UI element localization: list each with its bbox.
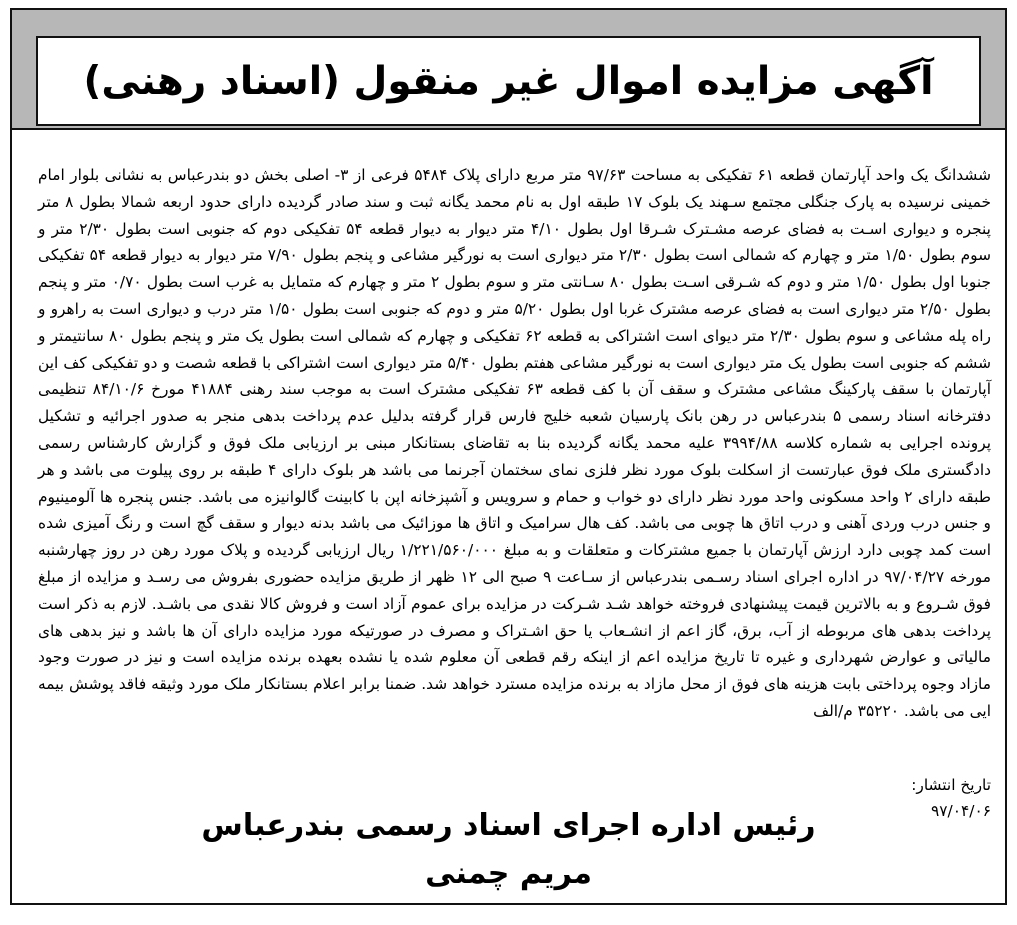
signature-title: رئیس اداره اجرای اسناد رسمی بندرعباس [201, 808, 816, 843]
header-divider [12, 128, 1005, 130]
header-band [12, 10, 1005, 128]
publish-date-value: ۹۷/۰۴/۰۶ [931, 802, 991, 820]
notice-body-paragraph: ششدانگ یک واحد آپارتمان قطعه ۶۱ تفکیکی به مساحت ۹۷/۶۳ متر مربع دارای پلاک ۵۴۸۴ فرعی از ۳- اصلی بخش دو بندرعباس به نشانی بلوار امام خمینی نرسیده به پارک جنگلی مجتمع سـهند یک بلوک ۱۷ طبقه اول به نام محمد یگانه ثبت و سند صادر گردیده دارای حدود اربعه شمالا بطول ۸ متر پنجره و دیواری اسـت به فضای عرصه مشـترک شـرقا اول بطول ۴/۱۰ متر دیوار به دیوار قطعه ۵۴ تفکیکی دوم که جنوبی است بطول ۲/۳۰ متر و سوم بطول ۱/۵۰ متر و چهارم که شمالی است بطول ۲/۳۰ متر دیواری است به نورگیر مشاعی و پنجم بطول ۷/۹۰ متر دیوار به دیوار قطعه ۵۴ تفکیکی جنوبا اول بطول ۱/۵۰ متر و دوم که شـرقی اسـت بطول ۸۰ سـانتی متر و سوم بطول ۲ متر و چهارم که متمایل به غرب است بطول ۰/۷۰ متر و پنجم بطول ۲/۵۰ متر دیواری است به فضای عرصه مشترک غربا اول بطول ۵/۲۰ متر و دوم که جنوبی است بطول ۱/۵۰ متر درب و دیواری است به راهرو و راه پله مشاعی و سوم بطول ۲/۳۰ متر دیوای است اشتراکی به قطعه ۶۲ تفکیکی و چهارم که شمالی است بطول یک متر و پنجم بطول ۸۰ سانتیمتر و ششم که جنوبی است بطول یک متر دیواری است به نورگیر مشاعی هفتم بطول ۵/۴۰ متر دیواری است اشتراکی با قطعه شصت و دو تفکیکی کف این آپارتمان با سقف پارکینگ مشاعی مشترک و سقف آن با کف قطعه ۶۳ تفکیکی مشترک است به موجب سند رهنی ۴۱۸۸۴ مورخ ۸۴/۱۰/۶ تنظیمی دفترخانه اسناد رسمی ۵ بندرعباس در رهن بانک پارسیان شعبه خلیج فارس قرار گرفته بدلیل عدم پرداخت بدهی منجر به صدور اجرائیه و تشکیل پرونده اجرایی به شماره کلاسه ۳۹۹۴/۸۸ علیه محمد یگانه گردیده بنا به تقاضای بستانکار مبنی بر ارزیابی ملک فوق و گزارش کارشناس رسمی دادگستری ملک فوق عبارتست از اسکلت بلوک مورد نظر فلزی نمای سختمان آجرنما می باشد هر بلوک دارای ۴ طبقه بر روی پیلوت می باشد و هر طبقه دارای ۲ واحد مسکونی واحد مورد نظر دارای دو خواب و حمام و سرویس و آشپزخانه اپن با کابینت گالوانیزه می باشد. جنس پنجره ها آلومینیوم و جنس درب وردی آهنی و درب اتاق ها چوبی می باشد. کف هال سرامیک و اتاق ها موزائیک می باشد بدنه دیوار و سقف گچ است و رنگ آمیزی شده است کمد چوبی دارد ارزش آپارتمان با جمیع مشترکات و متعلقات و به مبلغ ۱/۲۲۱/۵۶۰/۰۰۰ ریال ارزیابی گردیده و پلاک مورد رهن در روز چهارشنبه مورخه ۹۷/۰۴/۲۷ در اداره اجرای اسناد رسـمی بندرعباس از سـاعت ۹ صبح الی ۱۲ ظهر از طریق مزایده حضوری بفروش می رسـد و مزایده از مبلغ فوق شـروع و به بالاترین قیمت پیشنهادی فروخته خواهد شـد شـرکت در مزایده برای عموم آزاد است و فروش کالا نقدی می باشـد. لازم به ذکر است پرداخت بدهی های مربوطه از آب، برق، گاز اعم از انشـعاب یا حق اشـتراک و مصرف در صورتیکه مورد مزایده دارای آن ها باشد و نیز بدهی های مالیاتی و عوارض شهرداری و غیره تا تاریخ مزایده اعم از اینکه رقم قطعی آن معلوم شده یا نشده بعهده برنده مزایده است و نیز در صورت وجود مازاد وجوه پرداختی بابت هزینه های فوق از محل مازاد به برنده مزایده مسترد خواهد شد. ضمنا برابر اعلام بستانکار ملک مورد وثیقه فاقد پوشش بیمه ایی می باشد. ۳۵۲۲۰ م/الف [38, 166, 992, 720]
title-box [36, 36, 981, 126]
publish-date-label: تاریخ انتشار: [911, 776, 991, 794]
signature-name: مریم چمنی [425, 856, 592, 891]
auction-notice [10, 8, 1007, 905]
notice-body [38, 162, 991, 725]
notice-title: آگهی مزایده اموال غیر منقول (اسناد رهنی) [83, 58, 934, 104]
